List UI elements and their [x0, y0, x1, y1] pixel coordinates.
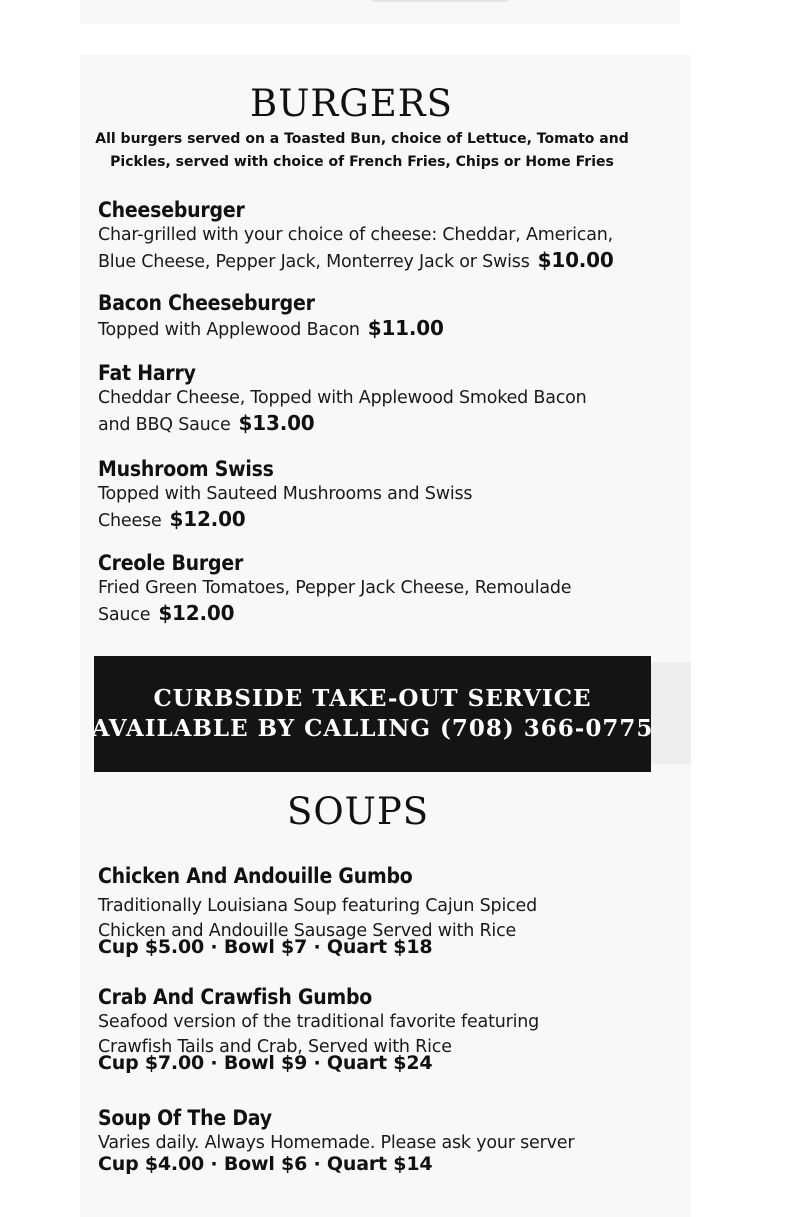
item-description-line: Traditionally Louisiana Soup featuring Cajun Spiced: [98, 896, 538, 916]
previous-section-edge: [80, 0, 680, 24]
item-price: $11.00: [367, 316, 444, 340]
item-description-line: Seafood version of the traditional favorite featuring: [98, 1012, 540, 1032]
item-description: [98, 576, 638, 628]
menu-item-fat-harry: [98, 360, 638, 438]
item-description: [98, 482, 638, 534]
item-description-line: Topped with Applewood Bacon: [98, 320, 360, 340]
item-description-line: Topped with Sauteed Mushrooms and Swiss: [98, 484, 473, 504]
item-name: Cheeseburger: [98, 198, 245, 222]
item-prices: Cup $5.00 · Bowl $7 · Quart $18: [98, 936, 433, 958]
banner-shadow: [651, 662, 691, 764]
curbside-banner: [91, 656, 654, 772]
cropped-heading-fragment: [370, 0, 510, 2]
menu-item-chicken-andouille-gumbo: [98, 863, 638, 957]
item-price: $12.00: [158, 601, 235, 625]
item-price: $13.00: [238, 411, 315, 435]
item-description-line: Crawfish Tails and Crab, Served with Rice: [98, 1037, 452, 1057]
item-price: $12.00: [169, 507, 246, 531]
item-name: Chicken And Andouille Gumbo: [98, 864, 413, 888]
item-prices: Cup $7.00 · Bowl $9 · Quart $24: [98, 1052, 433, 1074]
burgers-heading: BURGERS: [250, 82, 454, 125]
item-name: Crab And Crawfish Gumbo: [98, 985, 373, 1009]
item-description-line: Blue Cheese, Pepper Jack, Monterrey Jack or Swiss: [98, 252, 530, 272]
item-name: Bacon Cheeseburger: [98, 291, 315, 315]
banner-line-1: CURBSIDE TAKE-OUT SERVICE: [153, 685, 592, 712]
menu-item-cheeseburger: [98, 197, 638, 275]
item-description-line: Char-grilled with your choice of cheese: Cheddar, American,: [98, 225, 613, 245]
item-description-line: Cheddar Cheese, Topped with Applewood Smoked Bacon: [98, 388, 587, 408]
soups-heading: SOUPS: [287, 790, 430, 833]
banner-line-2: AVAILABLE BY CALLING (708) 366-0775: [91, 715, 654, 742]
item-description: [98, 386, 638, 438]
item-prices: Cup $4.00 · Bowl $6 · Quart $14: [98, 1153, 433, 1175]
menu-item-bacon-cheeseburger: [98, 290, 638, 343]
menu-item-crab-crawfish-gumbo: [98, 984, 638, 1073]
menu-item-mushroom-swiss: [98, 456, 638, 534]
burgers-subtitle: All burgers served on a Toasted Bun, choice of Lettuce, Tomato and Pickles, served with choice of French Fries, Chips or Home Fries: [95, 131, 629, 170]
item-description-line: and BBQ Sauce: [98, 415, 231, 435]
item-description-line: Fried Green Tomatoes, Pepper Jack Cheese, Remoulade: [98, 578, 572, 598]
item-price: $10.00: [537, 248, 614, 272]
item-description-line: Chicken and Andouille Sausage Served with Rice: [98, 921, 517, 941]
item-name: Mushroom Swiss: [98, 457, 274, 481]
item-name: Fat Harry: [98, 361, 196, 385]
menu-item-creole-burger: [98, 550, 638, 628]
item-description-line: Varies daily. Always Homemade. Please ask your server: [98, 1133, 575, 1153]
item-name: Creole Burger: [98, 551, 244, 575]
menu-item-soup-of-the-day: [98, 1105, 638, 1174]
item-description-line: Sauce: [98, 605, 151, 625]
item-name: Soup Of The Day: [98, 1106, 272, 1130]
item-description: [98, 316, 638, 343]
item-description: [98, 223, 638, 275]
item-description-line: Cheese: [98, 511, 162, 531]
